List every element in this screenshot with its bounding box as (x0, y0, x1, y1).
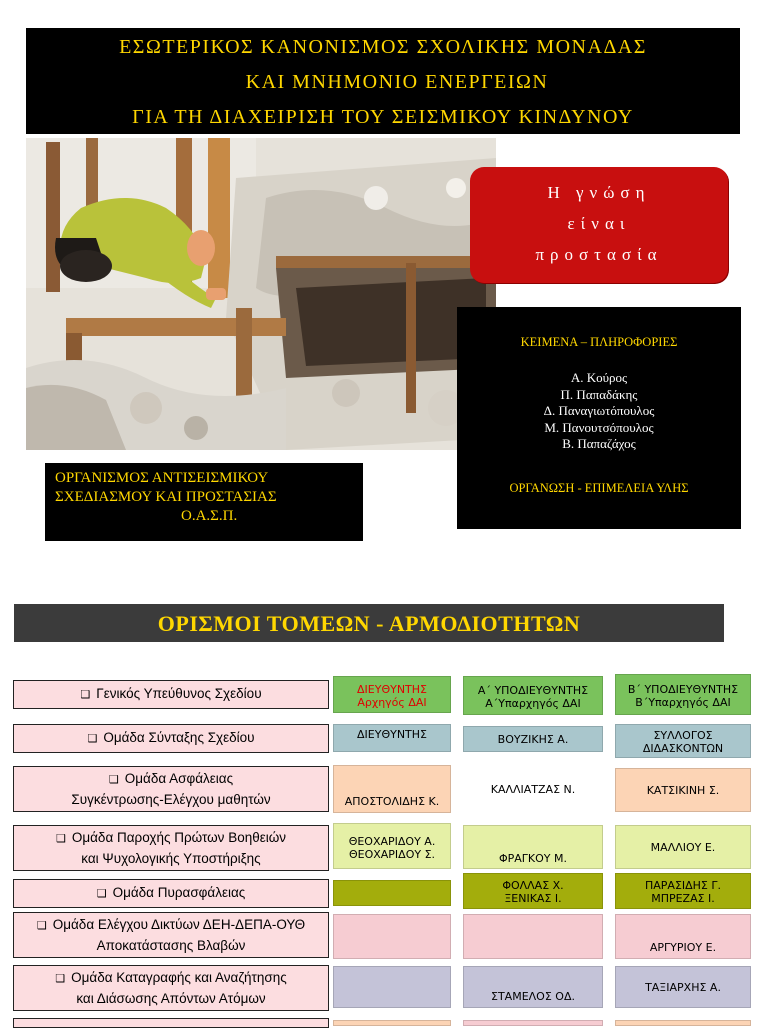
title-line-1: ΕΣΩΤΕΡΙΚΟΣ ΚΑΝΟΝΙΣΜΟΣ ΣΧΟΛΙΚΗΣ ΜΟΝΑΔΑΣ (119, 36, 647, 58)
checkbox-bullet-icon: ❑ (108, 774, 119, 786)
cell-text: ΘΕΟΧΑΡΙΔΟΥ Σ. (348, 848, 436, 861)
cell-text: ΠΑΡΑΣΙΔΗΣ Γ. (644, 878, 722, 892)
task-label: Αποκατάστασης Βλαβών (96, 938, 246, 953)
checkbox-bullet-icon: ❑ (36, 920, 47, 932)
task-label: Γενικός Υπεύθυνος Σχεδίου (96, 686, 262, 701)
author-name: Α. Κούρος (570, 370, 628, 385)
task-label: Συγκέντρωσης-Ελέγχου μαθητών (71, 792, 271, 807)
task-label: και Διάσωσης Απόντων Ατόμων (76, 991, 266, 1006)
cell-row5-col1 (333, 880, 451, 906)
task-first-aid (13, 825, 329, 871)
task-fire-safety (13, 879, 329, 908)
checkbox-bullet-icon: ❑ (87, 733, 98, 745)
slogan-line-2: είναι (567, 214, 631, 233)
cell-row7-col3 (615, 966, 751, 1008)
cell-row6-col3 (615, 914, 751, 959)
cell-text: ΚΑΛΛΙΑΤΖΑΣ Ν. (490, 782, 576, 796)
document-title (26, 28, 740, 134)
checkbox-bullet-icon: ❑ (80, 689, 91, 701)
cell-text: Α΄ ΥΠΟΔΙΕΥΘΥΝΤΗΣ (477, 684, 589, 697)
cell-text: ΤΑΞΙΑΡΧΗΣ Α. (645, 980, 721, 994)
cell-row5-col2 (463, 873, 603, 909)
cell-row2-col1 (333, 724, 451, 752)
cell-row6-col1 (333, 914, 451, 959)
task-label: Ομάδα Ελέγχου Δικτύων ΔΕΗ-ΔΕΠΑ-ΟΥΘ (52, 917, 306, 932)
checkbox-bullet-icon: ❑ (55, 973, 66, 985)
task-search-rescue (13, 965, 329, 1011)
task-label: Ομάδα Σύνταξης Σχεδίου (103, 730, 255, 745)
cell-text: ΚΑΤΣΙΚΙΝΗ Σ. (646, 783, 720, 797)
cell-text: Α΄Υπαρχηγός ΔΑΙ (485, 697, 581, 710)
cell-text: Αρχηγός ΔΑΙ (357, 696, 427, 709)
cell-row6-col2 (463, 914, 603, 959)
org-line-1: ΟΡΓΑΝΙΣΜΟΣ ΑΝΤΙΣΕΙΣΜΙΚΟΥ (55, 470, 269, 486)
cell-text: ΒΟΥΖΙΚΗΣ Α. (497, 732, 569, 746)
checkbox-bullet-icon: ❑ (96, 888, 107, 900)
task-student-safety (13, 766, 329, 812)
cell-text: ΔΙΕΥΘΥΝΤΗΣ (357, 683, 427, 696)
author-name: Π. Παπαδάκης (560, 386, 638, 402)
cell-text: ΔΙΕΥΘΥΝΤΗΣ (357, 728, 427, 741)
task-plan-drafting (13, 724, 329, 753)
task-general-responsible (13, 680, 329, 709)
slogan-line-1: Η γνώση (547, 183, 651, 202)
cell-row7-col2 (463, 966, 603, 1008)
cell-row4-col3 (615, 825, 751, 869)
cell-text: ΦΟΛΛΑΣ Χ. (502, 878, 564, 892)
cell-text: ΜΠΡΕΖΑΣ Ι. (651, 891, 715, 905)
author-name: Β. Παπαζάχος (562, 436, 636, 451)
cell-text: ΑΠΟΣΤΟΛΙΔΗΣ Κ. (344, 795, 440, 808)
task-next-row-partial (13, 1018, 329, 1028)
cell-row1-col1 (333, 676, 451, 713)
cell-row7-col1 (333, 966, 451, 1008)
author-name: Δ. Παναγιωτόπουλος (543, 403, 655, 418)
org-line-2: ΣΧΕΔΙΑΣΜΟΥ ΚΑΙ ΠΡΟΣΤΑΣΙΑΣ (55, 489, 277, 505)
cell-text: ΦΡΑΓΚΟΥ Μ. (498, 852, 568, 865)
cell-row3-col3 (615, 768, 751, 812)
cell-next-col3-partial (615, 1020, 751, 1026)
slogan-line-3: προστασία (535, 245, 663, 264)
task-label: Ομάδα Παροχής Πρώτων Βοηθειών (71, 830, 287, 845)
task-label: Ομάδα Ασφάλειας (124, 771, 234, 786)
task-label: και Ψυχολογικής Υποστήριξης (81, 851, 261, 866)
cell-text: Β΄Υπαρχηγός ΔΑΙ (635, 696, 731, 709)
cell-row1-col3 (615, 674, 751, 715)
cell-row4-col1 (333, 823, 451, 869)
cell-text: ΜΑΛΛΙΟΥ Ε. (650, 840, 716, 854)
org-abbreviation: Ο.Α.Σ.Π. (181, 508, 238, 524)
cell-row4-col2 (463, 825, 603, 869)
cell-row5-col3 (615, 873, 751, 909)
cell-row2-col2 (463, 726, 603, 752)
title-line-2: ΚΑΙ ΜΝΗΜΟΝΙΟ ΕΝΕΡΓΕΙΩΝ (245, 71, 549, 93)
cell-row2-col3 (615, 724, 751, 758)
cell-text: ΣΤΑΜΕΛΟΣ ΟΔ. (491, 990, 575, 1003)
cell-text: ΔΙΔΑΣΚΟΝΤΩΝ (642, 742, 724, 755)
earthquake-drill-photo (26, 138, 496, 450)
cell-row3-col1 (333, 765, 451, 813)
checkbox-bullet-icon: ❑ (55, 833, 66, 845)
cell-text: ΞΕΝΙΚΑΣ Ι. (504, 891, 562, 905)
cell-text: Β΄ ΥΠΟΔΙΕΥΘΥΝΤΗΣ (627, 683, 739, 696)
credits-names (457, 370, 741, 453)
cell-next-col2-partial (463, 1020, 603, 1026)
author-name: Μ. Πανουτσόπουλος (544, 419, 654, 435)
organization-box (45, 463, 363, 541)
slogan-box (470, 167, 728, 283)
cell-row3-col2 (463, 765, 603, 813)
credits-box (457, 307, 741, 529)
cell-text: ΣΥΛΛΟΓΟΣ (653, 729, 713, 742)
task-label: Ομάδα Καταγραφής και Αναζήτησης (71, 970, 287, 985)
credits-heading: ΚΕΙΜΕΝΑ – ΠΛΗΡΟΦΟΡΙΕΣ (520, 335, 678, 349)
photo-illustration (26, 138, 496, 450)
task-utility-networks (13, 912, 329, 958)
cell-text: ΘΕΟΧΑΡΙΔΟΥ Α. (348, 835, 436, 848)
credits-footer: ΟΡΓΑΝΩΣΗ - ΕΠΙΜΕΛΕΙΑ ΥΛΗΣ (509, 480, 689, 495)
cell-next-col1-partial (333, 1020, 451, 1026)
cell-text: ΑΡΓΥΡΙΟΥ Ε. (649, 941, 717, 954)
cell-row1-col2 (463, 676, 603, 715)
title-line-3: ΓΙΑ ΤΗ ΔΙΑΧΕΙΡΙΣΗ ΤΟΥ ΣΕΙΣΜΙΚΟΥ ΚΙΝΔΥΝΟΥ (132, 106, 634, 128)
task-label: Ομάδα Πυρασφάλειας (112, 885, 246, 900)
section-title: ΟΡΙΣΜΟΙ ΤΟΜΕΩΝ - ΑΡΜΟΔΙΟΤΗΤΩΝ (14, 604, 724, 642)
